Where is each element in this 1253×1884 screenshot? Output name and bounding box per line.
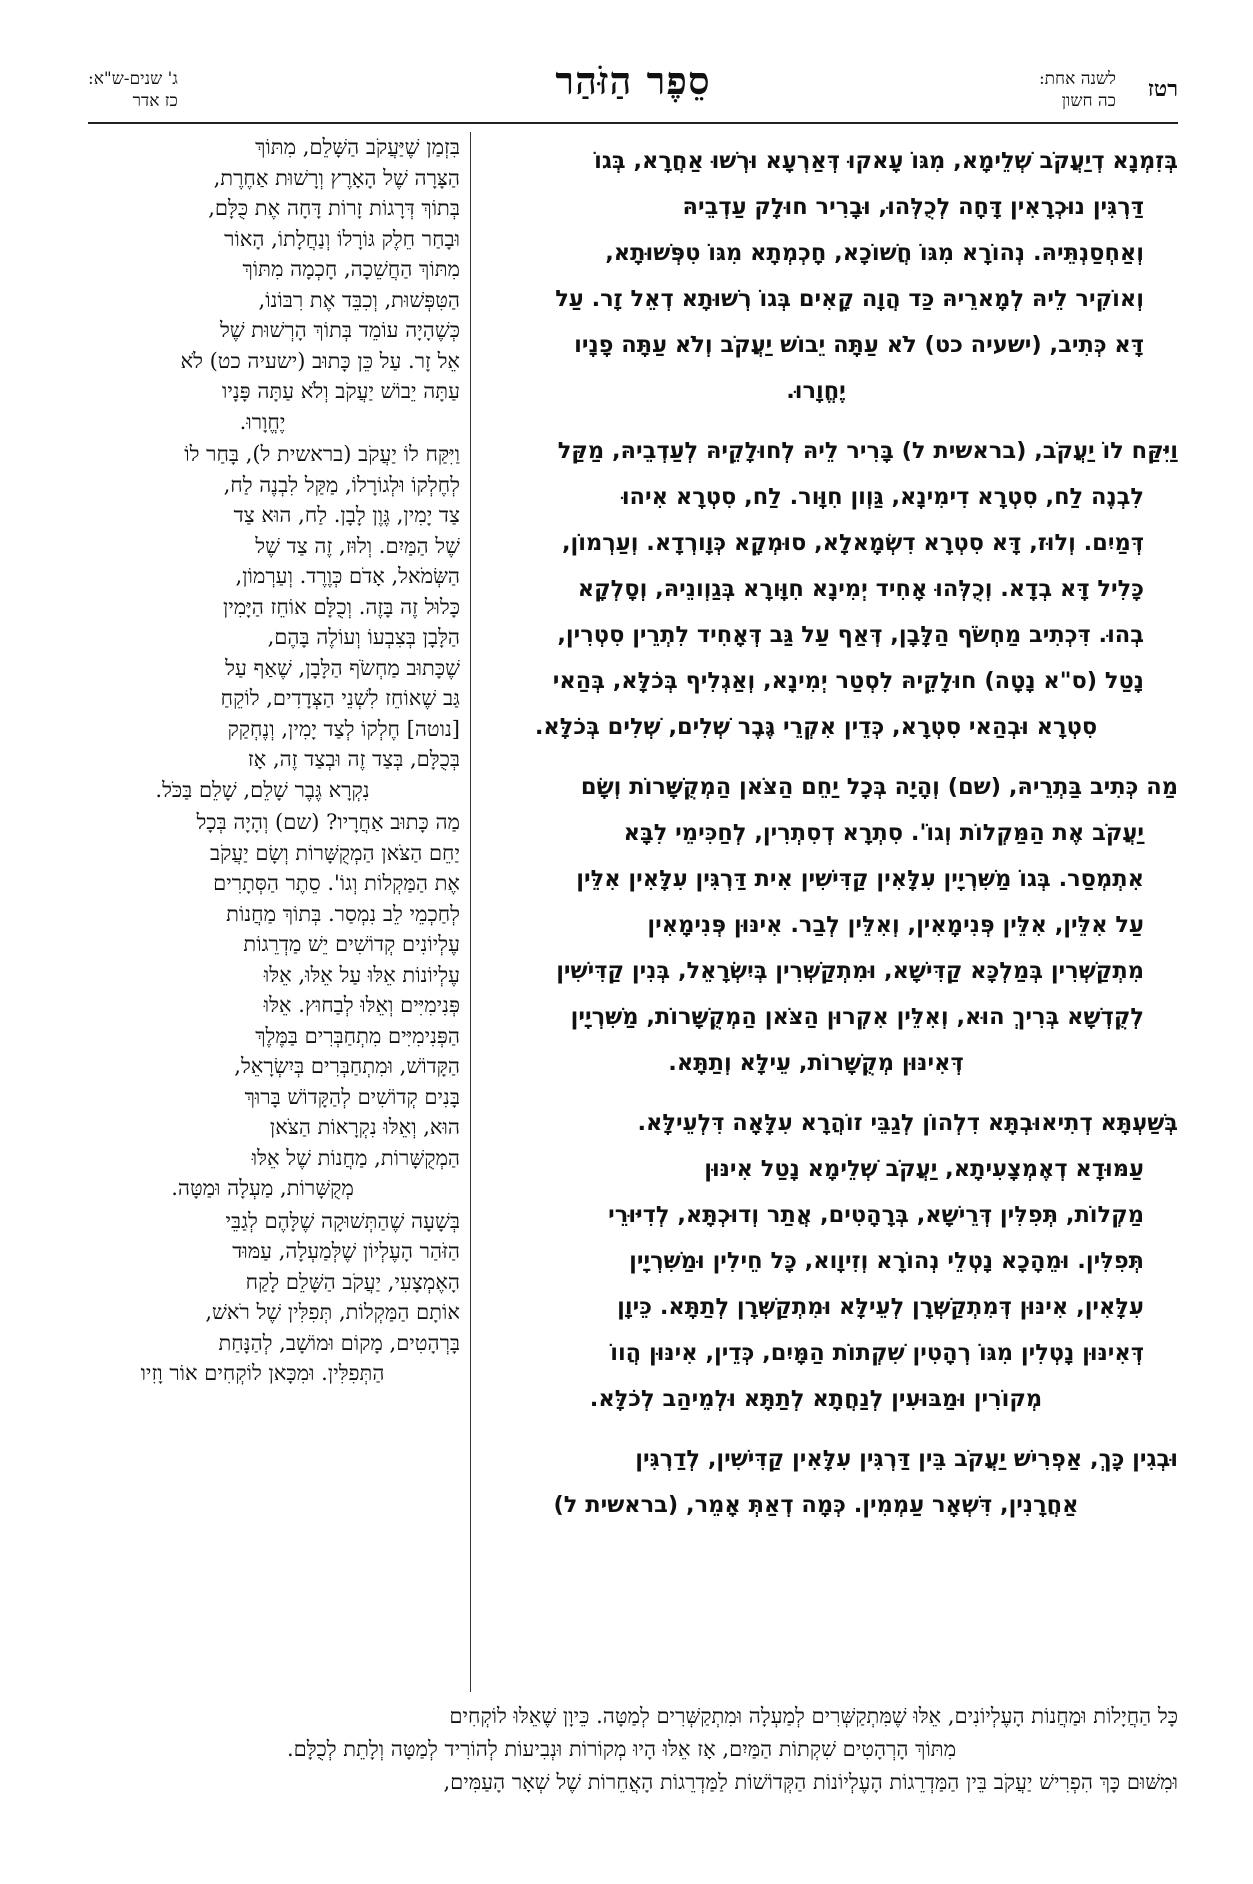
text-line: וַיִּקַּח לוֹ יַעֲקֹב, (בראשית ל) בָּרִיר לֵיהּ לְחוּלָקֵיהּ לְעַדְבֵיהּ, מַקַּל [557, 438, 1178, 464]
text-line: הַמְקֻשָּׁרוֹת, מַחֲנוֹת שֶׁל אֵלּוּ [251, 1145, 460, 1170]
text-line: עַתָּה יֵבוֹשׁ יַעֲקֹב וְלֹא עַתָּה פָּנָיו [221, 379, 460, 403]
text-line: צַד יָמִין, גֶּוֶן לָבָן. לַח, הוּא צַד [233, 503, 460, 527]
text-line: לְקֻדְשָׁא בְּרִיךְ הוּא, וְאִלֵּין אִקְרוּן הַצֹּאן הַמְקֻשָּׁרוֹת, מַשִּׁרְיָין [570, 1004, 1144, 1030]
text-line: שֶׁל הַמַּיִם. וְלוּז, זֶה צַד שֶׁל [255, 533, 460, 558]
text-line: בְּכֻלָּם, בְּצַד זֶה וּבְצַד זֶה, אָז [247, 747, 460, 771]
page-header [88, 58, 1178, 118]
paragraph [488, 764, 1178, 1086]
text-line: מַקְלוֹת, תְּפִלִּין דְּרֵישָׁא, בְּרָהָטִים, אֲתַר וְדוּכְתָּא, לְדִיּוּרֵי [608, 1202, 1144, 1228]
text-line: אַחֲרָנִין, דִּשְׁאָר עַמְמִין. כְּמָה דְאַתְּ אָמֵר, (בראשית ל) [553, 1492, 1079, 1518]
text-line: יַעֲקֹב אֶת הַמַּקְלוֹת וְגוֹ'. סִתְרָא דְסִתְרִין, לְחַכִּימֵי לִבָּא [623, 820, 1144, 846]
text-line: הַפְּנִימִיִּים מִתְחַבְּרִים בַּמֶּלֶךְ [255, 1023, 460, 1048]
text-line: מַה כְּתִיב בַּתְרֵיהּ, (שם) וְהָיָה בְּכָל יַחֵם הַצֹּאן הַמְקֻשָּׁרוֹת וְשָׂם [580, 774, 1178, 800]
text-line: סִטְרָא וּבְהַאי סִטְרָא, כְּדֵין אִקְרֵי גֶּבֶר שְׁלִים, שְׁלִים בְּכֹלָּא. [534, 714, 1098, 740]
column-divider [470, 132, 471, 1692]
text-line: לְחַכְמֵי לֵב נִמְסַר. בְּתוֹךְ מַחֲנוֹת [226, 901, 460, 926]
text-line: עֶלְיוֹנִים קְדוֹשִׁים יֵשׁ מַדְרֵגוֹת [243, 932, 460, 956]
hebrew-translation-column [65, 132, 460, 1391]
text-line: יֶחֱוָרוּ. [239, 409, 286, 434]
text-line: דְּאִינּוּן מְקֻשָּׁרוֹת, עֵילָּא וְתַתָּא. [668, 1050, 964, 1076]
text-line: כָּלוּל זֶה בָּזֶה. וְכֻלָּם אוֹחֵז הַיָּמִין [222, 594, 460, 619]
text-line: יַחֵם הַצֹּאן הַמְקֻשָּׁרוֹת וְשָׂם יַעֲקֹב [209, 840, 460, 865]
schedule-date-one-year: כה חשון [1061, 91, 1116, 111]
text-line: שֶׁכָּתוּב מַחְשֹׂף הַלָּבָן, שֶׁאַף עַל [225, 655, 460, 680]
paragraph [65, 1206, 460, 1389]
text-line: הוּא, וְאֵלּוּ נִקְרָאוֹת הַצֹּאן [269, 1115, 460, 1139]
paragraph [65, 132, 460, 437]
text-line: עֶלְיוֹנוֹת אֵלּוּ עַל אֵלּוּ, אֵלּוּ [263, 962, 460, 987]
page-number: רטז [1147, 76, 1178, 102]
text-line: כָּל הַחֲיָלוֹת וּמַחֲנוֹת הָעֶלְיוֹנִים, אֵלּוּ שֶׁמִּתְקַשְּׁרִים לְמַעְלָה וּמִתְקַשְּׁרִים לְמַטָּה. כֵּיוָן שֶׁאֵלּוּ לוֹקְחִים [449, 1704, 1178, 1728]
header-left-labels [88, 68, 178, 112]
text-line: הָאֶמְצָעִי, יַעֲקֹב הַשָּׁלֵם לָקַח [245, 1269, 460, 1294]
schedule-label-one-year: לשנה אחת: [1038, 69, 1116, 89]
text-line: אוֹתָם הַמַּקְלוֹת, תְּפִלִּין שֶׁל רֹאשׁ, [205, 1300, 460, 1324]
text-line: הַטִּפְּשׁוּת, וְכִבֵּד אֶת רִבּוֹנוֹ, [258, 287, 460, 312]
text-line: דְּאִינּוּן נָטְלִין מִגּוֹ רְהָטִין שִׁקְתוֹת הַמָּיִם, כְּדֵין, אִינּוּן הֲווֹ [610, 1340, 1144, 1366]
text-line: נָטַל (ס"א נָטָה) חוּלָקֵיהּ לִסְטַר יְמִינָא, וְאַגְלִיף בְּכֹלָּא, בְּהַאי [552, 668, 1144, 694]
text-line: דָּא כְּתִיב, (ישעיה כט) לֹא עַתָּה יֵבוֹשׁ יַעֲקֹב וְלֹא עַתָּה פָנָיו [574, 332, 1144, 358]
text-line: אִתְמְסַר. בְּגוֹ מַשִּׁרְיָין עִלָּאִין קַדִּישִׁין אִית דַּרְגִּין עִלָּאִין אִלֵּין [576, 866, 1144, 892]
text-line: וּמִשּׁוּם כָּךְ הִפְרִישׁ יַעֲקֹב בֵּין הַמַּדְרֵגוֹת הָעֶלְיוֹנוֹת הַקְּדוֹשׁוֹת לַמַּדְרֵגוֹת הָאֲחֵרוֹת שֶׁל שְׁאָר הָעַמִּים, [443, 1770, 1178, 1794]
text-line: וּבְגִין כָּךְ, אַפְרִישׁ יַעֲקֹב בֵּין דַּרְגִּין עִלָּאִין קַדִּישִׁין, לְדַרְגִּין [635, 1446, 1178, 1472]
text-line: וְאַחְסַנְתֵּיהּ. נְהוֹרָא מִגּוֹ חֲשׁוֹכָא, חָכְמְתָא מִגּוֹ טִפְּשׁוּתָא, [605, 240, 1144, 266]
text-line: גַּב שֶׁאוֹחֵז לִשְׁנֵי הַצְּדָדִים, לוֹקֵחַ [220, 686, 460, 710]
text-line: תְּפִלִּין. וּמֵהָכָא נָטְלֵי נְהוֹרָא וְזִיוָוא, כָּל חֵילִין וּמַשִּׁרְיָין [629, 1248, 1144, 1274]
text-line: בָּנִים קְדוֹשִׁים לְהַקָּדוֹשׁ בָּרוּךְ [244, 1084, 460, 1109]
text-line: לְחֶלְקוֹ וּלְגוֹרָלוֹ, מַקַּל לִבְנֶה לַח, [223, 472, 460, 497]
text-line: הַשְּׂמֹאל, אָדֹם כְּוֶרֶד. וְעַרְמוֹן, [235, 564, 460, 588]
schedule-label-three-years: ג' שנים-ש"א: [88, 69, 178, 89]
header-rule [88, 122, 1178, 124]
text-line: הַקָּדוֹשׁ, וּמִתְחַבְּרִים בְּיִשְׂרָאֵל, [234, 1054, 460, 1078]
text-line: מְקוֹרִין וּמַבּוּעִין לְנַחֲתָא לְתַתָּא וּלְמֵיהַב לְכֹלָּא. [589, 1386, 1043, 1412]
text-line: הַזֹּהַר הָעֶלְיוֹן שֶׁלְּמַעְלָה, עַמּוּד [232, 1239, 460, 1263]
text-line: בְּשָׁעָה שֶׁהַתְּשׁוּקָה שֶׁלָּהֶם לְגַבֵּי [225, 1208, 460, 1233]
text-line: דְּמַיִם. וְלוּז, דָּא סִטְרָא דִשְׂמָאלָא, סוּמְקָא כְּוָורְדָא. וְעַרְמוֹן, [561, 530, 1144, 556]
paragraph [488, 1100, 1178, 1422]
text-line: מִתְקַשְּׁרִין בְּמַלְכָּא קַדִּישָׁא, וּמִתְקַשְּׁרִין בְּיִשְׂרָאֵל, בְּנִין קַדִּישִׁין [556, 958, 1144, 984]
text-line: וְאוֹקִיר לֵיהּ לְמָארֵיהּ כַּד הֲוָה קָאִים בְּגוֹ רְשׁוּתָא דְאֵל זָר. עַל [555, 286, 1144, 312]
text-line: יֶחֱוָרוּ. [786, 378, 846, 404]
translation-continuation [65, 1700, 1178, 1799]
paragraph [488, 1436, 1178, 1528]
text-line: הַתְּפִלִּין. וּמִכָּאן לוֹקְחִים אוֹר וָזִיו [140, 1361, 385, 1385]
text-line: פְּנִימִיִּים וְאֵלּוּ לְבַחוּץ. אֵלּוּ [263, 993, 460, 1017]
text-line: וּבָחַר חֵלֶק גּוֹרָלוֹ וְנַחֲלָתוֹ, הָאוֹר [224, 226, 460, 251]
text-line: וַיִּקַּח לוֹ יַעֲקֹב (בראשית ל), בָּחַר לוֹ [184, 442, 460, 466]
paragraph [65, 807, 460, 1204]
text-line: מְקֻשָּׁרוֹת, מַעְלָה וּמַטָּה. [171, 1176, 354, 1200]
text-line: בָּרְהָטִים, מָקוֹם וּמוֹשָׁב, לְהַנָּחַת [218, 1330, 460, 1355]
text-line: אֶת הַמַּקְלוֹת וְגוֹ'. סֵתֶר הַסְּתָרִים [213, 871, 460, 895]
schedule-date-three-years: כז אדר [132, 91, 178, 111]
text-line: מַה כָּתוּב אַחֲרָיו? (שם) וְהָיָה בְּכָל [196, 810, 460, 834]
text-line: עִלָּאִין, אִינּוּן דְּמִתְקַשְּׁרָן לְעֵילָּא וּמִתְקַשְּׁרָן לְתַתָּא. כֵּיוָן [617, 1294, 1144, 1320]
text-line: [נוטה] חֶלְקוֹ לְצַד יָמִין, וְנֶחְקַק [227, 716, 460, 741]
text-line: דַּרְגִּין נוּכְרָאִין דָּחָה לְכֻלְּהוּ, וּבָרִיר חוּלָק עַדְבֵיהּ [682, 194, 1144, 220]
text-line: עַמּוּדָא דְאֶמְצָעִיתָא, יַעֲקֹב שְׁלֵימָא נָטַל אִינּוּן [704, 1156, 1144, 1182]
text-line: כְּשֶׁהָיָה עוֹמֵד בְּתוֹךְ הָרְשׁוּת שֶׁל [219, 318, 460, 342]
text-line: לִבְנֶה לַח, סִטְרָא דִימִינָא, גַּוְון חִוָּור. לַח, סִטְרָא אִיהוּ [621, 484, 1144, 510]
text-line: בִּזְמַן שֶׁיַּעֲקֹב הַשָּׁלֵם, מִתּוֹךְ [255, 135, 460, 159]
text-line: מִתּוֹךְ הָרְהָטִים שִׁקְתוֹת הַמַּיִם, אָז אֵלּוּ הָיוּ מְקוֹרוֹת וּנְבִיעוֹת לְהוֹרִיד לְמַטָּה וְלָתֵת לְכֻלָּם. [286, 1737, 957, 1761]
text-line: נִקְרָא גֶּבֶר שָׁלֵם, שָׁלֵם בַּכֹּל. [155, 777, 370, 802]
text-line: כָּלִיל דָּא בְדָא. וְכֻלְּהוּ אָחִיד יְמִינָא חִוָּורָא בְּגַוְונֵיהּ, וְסָלְקָא [577, 576, 1144, 602]
paragraph [65, 439, 460, 805]
text-line: הַצָּרָה שֶׁל הָאָרֶץ וְרָשׁוּת אַחֶרֶת, [213, 165, 460, 190]
text-line: אֵל זָר. עַל כֵּן כָּתוּב (ישעיה כט) לֹא [180, 348, 460, 373]
book-title: סֵפֶר הַזֹּהַר [555, 58, 711, 103]
text-line: עַל אִלֵּין, אִלֵּין פְּנִימָאִין, וְאִלֵּין לְבַר. אִינּוּן פְּנִימָאִין [647, 912, 1144, 938]
aramaic-text-column [488, 138, 1178, 1542]
text-line: בְּתוֹךְ דְּרָגוֹת זָרוֹת דָּחָה אֶת כֻּלָּם, [208, 196, 460, 220]
text-line: מִתּוֹךְ הַחֲשֵׁכָה, חָכְמָה מִתּוֹךְ [242, 257, 460, 281]
text-line: הַלָּבָן בְּצִבְעוֹ וְעוֹלֶה בָּהֶם, [267, 625, 460, 649]
paragraph [488, 428, 1178, 750]
paragraph [488, 138, 1178, 414]
text-line: בְהוּ. דִּכְתִיב מַחְשֹׂף הַלָּבָן, דְּאַף עַל גַּב דְּאָחִיד לִתְרֵין סִטְרִין, [557, 622, 1144, 648]
text-line: בְּשַׁעְתָּא דְתִיאוּבְתָּא דִלְהוֹן לְגַבֵּי זוֹהֲרָא עִלָּאָה דִּלְעֵילָּא. [637, 1110, 1178, 1136]
text-line: בְּזִמְנָא דְיַעֲקֹב שְׁלֵימָא, מִגּוֹ עָאקוּ דְּאַרְעָא וּרְשׁוּ אַחֲרָא, בְּגוֹ [594, 148, 1178, 174]
